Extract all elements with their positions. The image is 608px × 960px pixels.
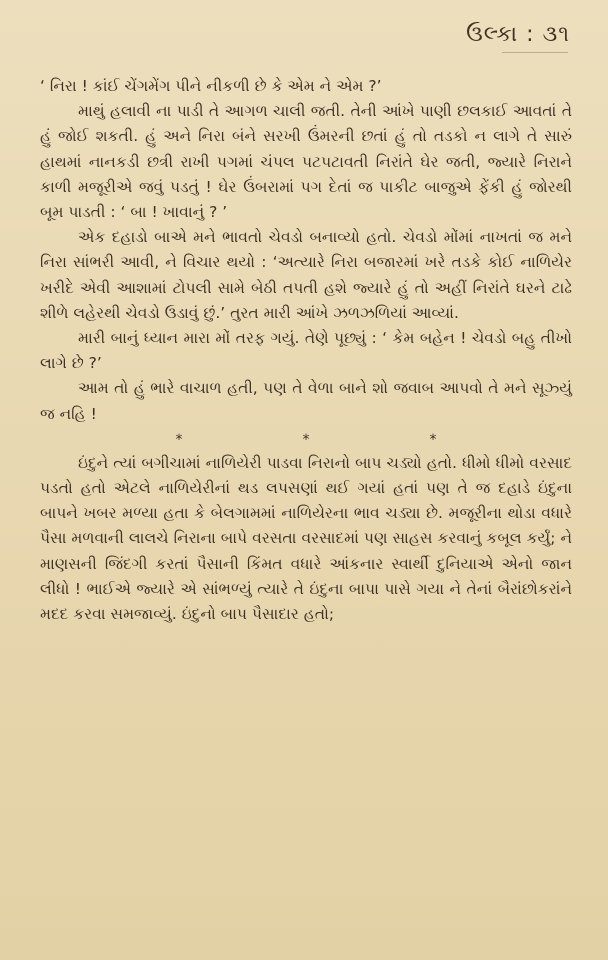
header-ornament-rule	[502, 52, 568, 56]
running-header: ઉલ્કા : ૩૧	[466, 22, 570, 47]
paragraph: આમ તો હું ભારે વાચાળ હતી, પણ તે વેળા બાને શો જવાબ આપવો તે મને સૂઝ્યું જ નહિ !	[40, 379, 572, 423]
paragraph: એક દહાડો બાએ મને ભાવતો ચેવડો બનાવ્યો હતો. ચેવડો મોંમાં નાખતાં જ મને નિરા સાંભરી આવી, ને વિચાર થયો : ‘અત્યારે નિરા બજારમાં ખરે તડકે કોઈ નાળિયેર ખરીદે એવી આશામાં ટોપલી સામે બેઠી તપતી હશે જ્યારે હું તો અહીં નિરાંતે ઘરને ટાઢે શીળે લહેરથી ચેવડો ઉડાવું છું.’ તુરત મારી આંખે ઝળઝળિયાં આવ્યાં.	[40, 228, 572, 322]
section-separator	[40, 429, 572, 451]
separator-star: *	[302, 431, 310, 448]
separator-star: *	[175, 431, 183, 448]
paragraph: માથું હલાવી ના પાડી તે આગળ ચાલી જતી. તેની આંખે પાણી છલકાઈ આવતાં તે હું જોઈ શકતી. હું અને નિરા બંને સરખી ઉંમરની છતાં હું તો તડકો ન લાગે તે સારું હાથમાં નાનકડી છત્રી રાખી પગમાં ચંપલ પટપટાવતી નિરાંતે ઘેર જતી, જ્યારે નિરાને કાળી મજૂરીએ જવું પડતું ! ઘેર ઉંબરામાં પગ દેતાં જ પાકીટ બાજુએ ફેંકી હું જોરથી બૂમ પાડતી : ‘ બા ! ખાવાનું ? ’	[40, 102, 572, 222]
paragraph: ઇંદુને ત્યાં બગીચામાં નાળિયેરી પાડવા નિરાનો બાપ ચડ્યો હતો. ધીમો ધીમો વરસાદ પડતો હતો એટલે નાળિયેરીનાં થડ લપસણાં થઈ ગયાં હતાં પણ તે જ દહાડે ઇંદુના બાપને ખબર મળ્યા હતા કે બેલગામમાં નાળિયેરના ભાવ ચડ્યા છે. મજૂરીના થોડા વધારે પૈસા મળવાની લાલચે નિરાના બાપે વરસતા વરસાદમાં પણ સાહસ કરવાનું કબૂલ કર્યું; ને માણસની જિંદગી કરતાં પૈસાની કિંમત વધારે આંકનાર સ્વાર્થી દુનિયાએ એનો જાન લીધો ! ભાઈએ જ્યારે એ સાંભળ્યું ત્યારે તે ઇંદુના બાપા પાસે ગયા ને તેનાં બૈરાંછોકરાંને મદદ કરવા સમજાવ્યું. ઇંદુનો બાપ પૈસાદાર હતો;	[40, 453, 572, 624]
page-body	[40, 74, 572, 627]
paragraph: મારી બાનું ધ્યાન મારા મોં તરફ ગયું. તેણે પૂછ્યું : ‘ કેમ બહેન ! ચેવડો બહુ તીખો લાગે છે ?’	[40, 329, 572, 373]
separator-star: *	[429, 431, 437, 448]
paragraph-dialogue: ‘ નિરા ! કાંઈ ચેંગમેંગ પીને નીકળી છે કે એમ ને એમ ?’	[40, 77, 382, 95]
